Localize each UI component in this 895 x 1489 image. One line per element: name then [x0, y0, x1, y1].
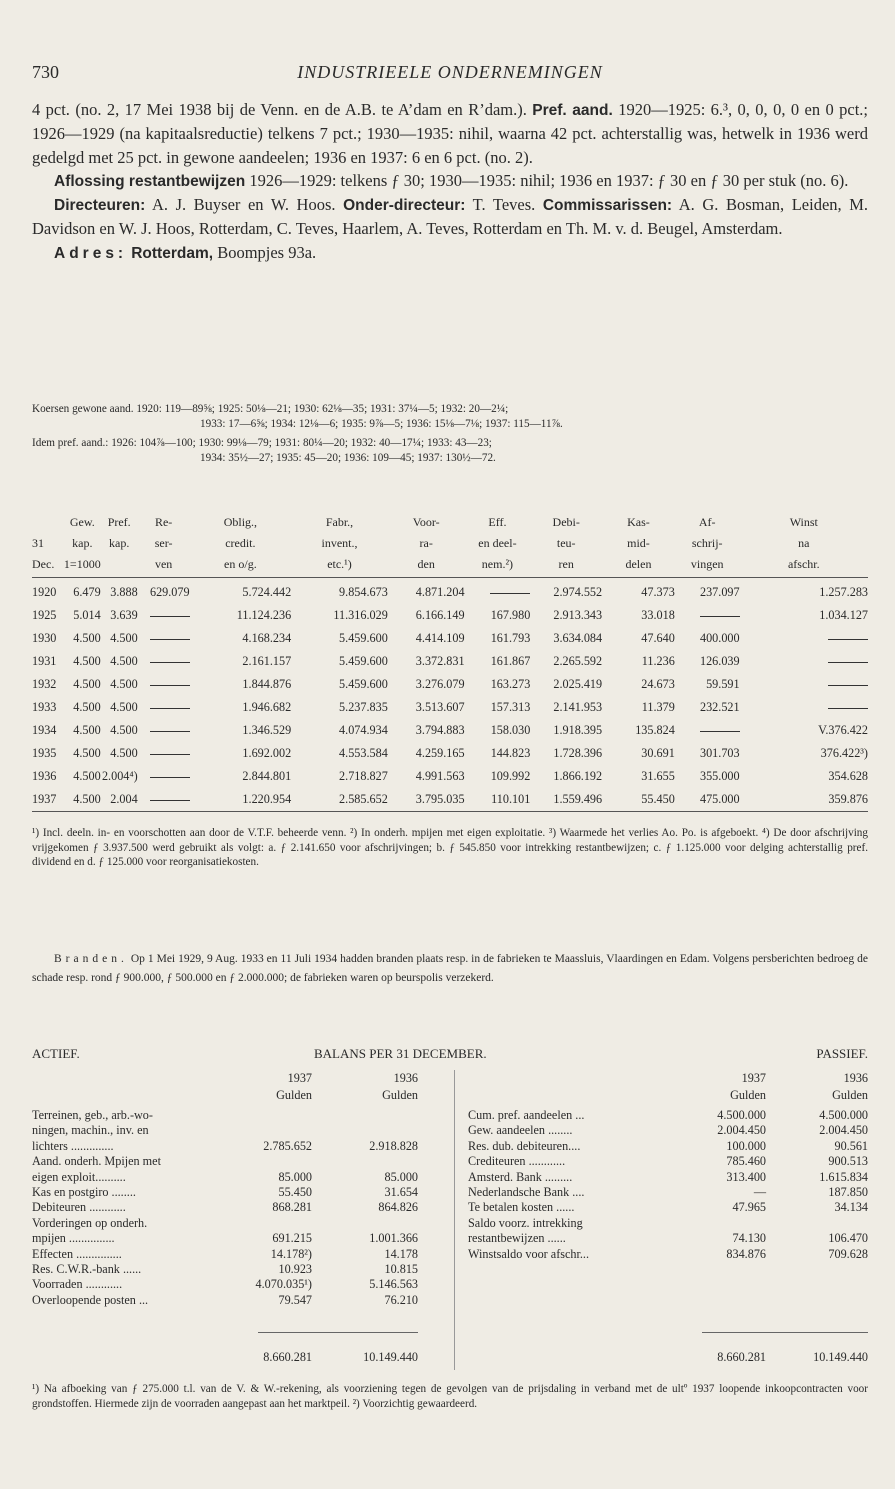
financial-table-header	[32, 512, 868, 578]
table-cell: 355.000	[699, 769, 740, 783]
financial-header-cell: teu-	[556, 536, 576, 550]
table-cell	[138, 742, 190, 765]
balance-item-label: Aand. onderh. Mpijen met	[32, 1154, 161, 1169]
table-cell: 6.166.149	[415, 608, 465, 622]
balance-item-value: 4.500.000	[717, 1108, 766, 1122]
passief-title: PASSIEF.	[816, 1046, 868, 1061]
table-cell: 109.992	[490, 769, 531, 783]
financial-header-cell: Oblig.,	[223, 515, 258, 529]
financial-header-cell: Gew.	[69, 515, 95, 529]
balance-item-label: Kas en postgiro ........	[32, 1185, 136, 1199]
financial-header-cell: mid-	[627, 536, 650, 550]
balance-item-label: Cum. pref. aandeelen ...	[468, 1108, 585, 1122]
row-year: 1937	[32, 788, 64, 812]
table-cell: 161.867	[490, 654, 531, 668]
nil-dash	[828, 708, 868, 709]
table-cell: 4.168.234	[242, 631, 292, 645]
financial-header-cell: Eff.	[488, 515, 507, 529]
financial-header-cell: ren	[530, 554, 602, 578]
table-cell: 4.553.584	[339, 746, 388, 760]
balance-item-label: Nederlandsche Bank ....	[468, 1185, 585, 1199]
table-cell: 31.655	[641, 769, 675, 783]
actief-total-rule	[258, 1332, 418, 1333]
intro-text	[32, 98, 868, 265]
nil-dash	[828, 662, 868, 663]
table-cell: 59.591	[706, 677, 740, 691]
balance-item-value: 2.004.450	[717, 1123, 766, 1138]
financial-header-cell: Re-	[154, 515, 173, 529]
table-cell: 47.373	[641, 585, 675, 599]
table-cell: 475.000	[675, 788, 740, 812]
table-cell: 4.500	[110, 723, 138, 737]
balance-item-value: 2.004.450	[819, 1123, 868, 1138]
table-cell: 629.079	[149, 585, 190, 599]
passief-total-a: 8.660.281	[717, 1350, 766, 1364]
management-paragraph: Directeuren: A. J. Buyser en W. Hoos. Onder-directeur: T. Teves. Commissarissen: A. G. Bosman, Leiden, M. Davidson en W. J. Hoos, Rotterdam, C. Teves, Haarlem, A. Teves, Rotterdam en Th. M. v. d. Beugel, Amsterdam.	[32, 195, 869, 239]
running-title: INDUSTRIEELE ONDERNEMINGEN	[297, 62, 603, 82]
passief-year-b: 1936 Gulden	[832, 1071, 868, 1102]
balance-item-value: 864.826	[378, 1200, 418, 1215]
page-header	[32, 62, 868, 86]
financial-header-cell: vingen	[675, 554, 740, 578]
table-cell: 4.991.563	[415, 769, 465, 783]
table-cell: 135.824	[635, 723, 675, 737]
financial-header-cell: schrij-	[691, 536, 723, 550]
table-row	[32, 604, 868, 627]
row-year: 1920	[32, 585, 57, 599]
table-cell: 2.161.157	[242, 654, 292, 668]
table-cell: 5.459.600	[339, 677, 388, 691]
table-cell: 1.844.876	[242, 677, 292, 691]
table-cell: 3.513.607	[415, 700, 465, 714]
balance-item-value: 187.850	[828, 1185, 868, 1199]
balance-item-value: 85.000	[384, 1169, 418, 1184]
financial-header-cell: Kas-	[627, 515, 650, 529]
row-year: 1930	[32, 631, 57, 645]
financial-header-cell: Pref.	[107, 515, 131, 529]
table-row	[32, 650, 868, 673]
table-cell: 4.259.165	[415, 746, 465, 760]
balance-item-value: 10.815	[384, 1262, 418, 1276]
financial-header-cell: invent.,	[321, 536, 358, 550]
nil-dash	[150, 754, 190, 755]
table-row	[32, 673, 868, 696]
balance-item-value: 1.615.834	[819, 1169, 868, 1184]
table-cell: 2.844.801	[242, 769, 292, 783]
passief-total-b: 10.149.440	[813, 1350, 868, 1364]
table-cell: 4.500	[73, 723, 101, 737]
balance-item-value: 74.130	[732, 1231, 766, 1246]
balance-item-value: 10.923	[278, 1262, 312, 1276]
balance-item-label: Res. C.W.R.-bank ......	[32, 1262, 142, 1276]
actief-total-b: 10.149.440	[363, 1350, 418, 1364]
balance-item-value: 691.215	[272, 1231, 312, 1246]
table-cell: 4.500	[73, 769, 101, 783]
table-row	[32, 788, 868, 812]
balance-title: BALANS PER 31 DECEMBER.	[314, 1046, 487, 1061]
balance-item-label: Saldo voorz. intrekking	[468, 1215, 583, 1230]
table-cell: 2.025.419	[553, 677, 603, 691]
financial-header-row	[32, 512, 868, 533]
nil-dash	[150, 708, 190, 709]
financial-header-row	[32, 533, 868, 554]
balance-item-value: 85.000	[278, 1169, 312, 1184]
financial-header-cell: en deel-	[478, 536, 517, 550]
passief-total-rule	[702, 1332, 868, 1333]
commissarissen-label: Commissarissen:	[542, 197, 673, 215]
table-cell: 2.585.652	[291, 788, 388, 812]
table-cell: 301.703	[699, 746, 740, 760]
passief-year-a: 1937 Gulden	[730, 1071, 766, 1102]
balance-item-label: Terreinen, geb., arb.-wo-	[32, 1108, 153, 1122]
table-cell	[465, 578, 531, 605]
financial-header-row	[32, 554, 868, 578]
table-cell: 110.101	[465, 788, 531, 812]
nil-dash	[490, 593, 530, 594]
balance-item-value: 31.654	[384, 1185, 418, 1199]
table-cell: 4.500	[64, 788, 101, 812]
table-row	[32, 696, 868, 719]
koersen-block	[32, 402, 872, 470]
balance-item-label: Voorraden ............	[32, 1277, 123, 1292]
row-year: 1936	[32, 769, 57, 783]
financial-header-cell: delen	[602, 554, 675, 578]
table-cell: 5.459.600	[339, 631, 388, 645]
adres-city: Rotterdam,	[131, 244, 214, 262]
table-cell: 4.414.109	[415, 631, 465, 645]
financial-header-cell: en o/g.	[190, 554, 292, 578]
balance-item-label: Te betalen kosten ......	[468, 1200, 575, 1215]
table-cell: 400.000	[699, 631, 740, 645]
table-cell: 11.379	[641, 700, 675, 714]
address-paragraph: Adres: Rotterdam, Boompjes 93a.	[54, 242, 317, 262]
table-cell: 3.888	[110, 585, 138, 599]
balance-item-label: lichters ..............	[32, 1138, 114, 1153]
balance-item-value: 106.470	[828, 1231, 868, 1246]
financial-header-cell: Debi-	[552, 515, 580, 529]
row-year: 1935	[32, 746, 57, 760]
dividend-paragraph: 4 pct. (no. 2, 17 Mei 1938 bij de Venn. en de A.B. te A’dam en R’dam.). Pref. aand. 1920—1925: 6.³, 0, 0, 0, 0 en 0 pct.; 1926—1929 (na kapitaalsreductie) telkens 7 pct.; 1930—1935: nihil, waarna 42 pct. achterstallig was, hetwelk in 1936 werd gedelgd met 25 pct. in gewone aandeelen; 1936 en 1937: 6 en 6 pct. (no. 2).	[32, 100, 868, 167]
table-cell: 4.500	[73, 700, 101, 714]
table-cell: 4.500	[73, 631, 101, 645]
balance-item-label: Crediteuren ............	[468, 1154, 566, 1169]
financial-header-cell: Winst	[789, 515, 818, 529]
table-cell: 24.673	[641, 677, 675, 691]
actief-year-b: 1936 Gulden	[382, 1071, 418, 1102]
table-cell: 3.794.883	[415, 723, 465, 737]
table-cell	[138, 696, 190, 719]
table-cell: 126.039	[699, 654, 740, 668]
financial-header-cell	[32, 512, 64, 533]
table-cell	[740, 627, 868, 650]
row-year: 1931	[32, 654, 57, 668]
financial-header-cell: den	[388, 554, 465, 578]
balance-header	[32, 1046, 868, 1064]
table-cell: 376.422³)	[820, 746, 868, 760]
table-cell: 2.004	[101, 788, 138, 812]
table-cell: 2.913.343	[553, 608, 603, 622]
balance-item-label: Overloopende posten ...	[32, 1292, 149, 1307]
table-cell	[740, 650, 868, 673]
nil-dash	[150, 731, 190, 732]
balance-item-value: 4.070.035¹)	[255, 1277, 312, 1292]
balance-item-value: 4.500.000	[819, 1108, 868, 1122]
financial-header-cell: etc.¹)	[291, 554, 388, 578]
table-cell: 1.918.395	[553, 723, 603, 737]
nil-dash	[150, 639, 190, 640]
table-cell: 1.728.396	[553, 746, 603, 760]
page-number: 730	[32, 62, 59, 82]
table-cell: 4.500	[73, 654, 101, 668]
financial-header-cell: ra-	[419, 536, 433, 550]
balance-item-label: Gew. aandeelen ........	[468, 1123, 573, 1138]
table-cell: 4.500	[73, 746, 101, 760]
balance-item-value: 79.547	[278, 1292, 312, 1307]
table-cell: 4.500	[110, 631, 138, 645]
table-cell	[138, 627, 190, 650]
actief-total-a: 8.660.281	[263, 1350, 312, 1364]
nil-dash	[150, 685, 190, 686]
nil-dash	[828, 639, 868, 640]
table-cell: 1.559.496	[530, 788, 602, 812]
actief-title: ACTIEF.	[32, 1046, 80, 1061]
table-cell: 1.692.002	[242, 746, 292, 760]
balance-item-value: 5.146.563	[369, 1277, 418, 1292]
balance-item-label: restantbewijzen ......	[468, 1231, 566, 1246]
table-cell: 158.030	[490, 723, 531, 737]
table-cell: 3.639	[110, 608, 138, 622]
balance-item-value: 868.281	[272, 1200, 312, 1215]
table-cell: 1.220.954	[190, 788, 292, 812]
table-cell: 4.074.934	[339, 723, 388, 737]
table-cell: 33.018	[641, 608, 675, 622]
onder-directeur-label: Onder-directeur:	[343, 197, 466, 215]
table-cell	[740, 673, 868, 696]
table-cell: 161.793	[490, 631, 531, 645]
table-cell	[138, 765, 190, 788]
table-cell: V.376.422	[818, 723, 868, 737]
table-cell: 1.946.682	[242, 700, 292, 714]
table-cell: 4.500	[110, 746, 138, 760]
financial-header-cell: Af-	[698, 515, 716, 529]
table-cell: 167.980	[490, 608, 531, 622]
table-cell: 30.691	[641, 746, 675, 760]
table-cell: 232.521	[699, 700, 740, 714]
nil-dash	[700, 731, 740, 732]
financial-header-cell: Fabr.,	[325, 515, 354, 529]
balance-item-value: 100.000	[726, 1138, 766, 1153]
balance-item-value: —	[753, 1185, 766, 1199]
financial-header-cell: 31	[32, 536, 44, 550]
table-cell: 144.823	[490, 746, 531, 760]
nil-dash	[150, 616, 190, 617]
table-cell: 5.014	[73, 608, 101, 622]
table-row	[32, 719, 868, 742]
balance-item-value: 785.460	[726, 1154, 766, 1169]
financial-header-cell: nem.²)	[465, 554, 531, 578]
financial-header-cell: 1=1000	[64, 554, 101, 578]
koersen-pref: Idem pref. aand.: 1926: 104⅞—100; 1930: 99⅛—79; 1931: 80¼—20; 1932: 40—17¼; 1933: 43—23; 1934: 35½—27; 1935: 45—20; 1936: 109—45; 1937: 130½—72.	[32, 437, 496, 464]
balance-item-value: 47.965	[732, 1200, 766, 1215]
table-cell: 354.628	[828, 769, 868, 783]
table-row	[32, 578, 868, 605]
branden-label: Branden.	[54, 953, 128, 965]
table-cell: 4.500	[110, 700, 138, 714]
table-cell: 1.257.283	[819, 585, 868, 599]
balance-item-label: eigen exploit..........	[32, 1169, 126, 1184]
balance-divider	[454, 1070, 455, 1370]
table-cell: 2.004⁴)	[101, 769, 138, 783]
financial-header-cell: ven	[138, 554, 190, 578]
table-cell: 1.034.127	[819, 608, 868, 622]
table-cell: 3.276.079	[415, 677, 465, 691]
table-cell: 11.236	[641, 654, 675, 668]
balance-item-label: Debiteuren ............	[32, 1200, 126, 1215]
table-cell: 3.372.831	[415, 654, 465, 668]
row-year: 1934	[32, 723, 57, 737]
table-cell: 5.459.600	[339, 654, 388, 668]
balance-sheet	[32, 1046, 868, 1376]
balance-item-value: 1.001.366	[369, 1231, 418, 1246]
balance-item-label: Vorderingen op onderh.	[32, 1215, 148, 1230]
branden-paragraph: Branden. Op 1 Mei 1929, 9 Aug. 1933 en 11 Juli 1934 hadden branden plaats resp. in de fabrieken te Maassluis, Vlaardingen en Edam. Volgens persberichten bedroeg de schade resp. rond ƒ 900.000, ƒ 500.000 en ƒ 2.000.000; de fabrieken waren op beurspolis verzekerd.	[32, 953, 868, 984]
balance-item-value: 709.628	[828, 1246, 868, 1261]
table-cell: 9.854.673	[339, 585, 388, 599]
balance-item-value: 55.450	[278, 1185, 312, 1199]
aflossing-label: Aflossing restantbewijzen	[54, 172, 246, 190]
table-cell: 2.141.953	[553, 700, 603, 714]
financial-header-cell: Voor-	[412, 515, 440, 529]
financial-header-cell: credit.	[225, 536, 256, 550]
balance-item-value: 14.178	[384, 1246, 418, 1261]
table-cell: 2.718.827	[339, 769, 388, 783]
table-cell	[740, 696, 868, 719]
table-row	[32, 765, 868, 788]
table-cell	[138, 604, 190, 627]
table-cell: 3.795.035	[388, 788, 465, 812]
table-cell	[675, 604, 740, 627]
nil-dash	[150, 777, 190, 778]
nil-dash	[150, 662, 190, 663]
nil-dash	[828, 685, 868, 686]
table-cell: 11.124.236	[236, 608, 292, 622]
table-row	[32, 627, 868, 650]
row-year: 1925	[32, 608, 57, 622]
table-cell	[138, 719, 190, 742]
aflossing-paragraph: Aflossing restantbewijzen 1926—1929: telkens ƒ 30; 1930—1935: nihil; 1936 en 1937: ƒ 30 en ƒ 30 per stuk (no. 6).	[54, 170, 849, 190]
balance-item-value: 834.876	[726, 1246, 766, 1261]
table-cell: 157.313	[490, 700, 531, 714]
financial-header-cell: ser-	[154, 536, 173, 550]
row-year: 1932	[32, 677, 57, 691]
table-cell: 55.450	[602, 788, 675, 812]
table-cell: 4.500	[73, 677, 101, 691]
financial-header-cell: kap.	[109, 536, 130, 550]
table-cell	[138, 788, 190, 812]
table-cell: 47.640	[641, 631, 675, 645]
table-cell: 2.265.592	[553, 654, 603, 668]
actief-year-a: 1937 Gulden	[276, 1071, 312, 1102]
balance-item-value: 90.561	[834, 1138, 868, 1153]
financial-header-cell	[101, 554, 138, 578]
nil-dash	[150, 800, 190, 801]
table-cell: 5.237.835	[339, 700, 388, 714]
table-cell: 11.316.029	[333, 608, 388, 622]
table-cell: 2.974.552	[553, 585, 603, 599]
balance-item-label: ningen, machin., inv. en	[32, 1123, 149, 1138]
row-year: 1933	[32, 700, 57, 714]
balance-item-label: Winstsaldo voor afschr...	[468, 1246, 590, 1261]
table-cell	[138, 673, 190, 696]
balance-item-value: 900.513	[828, 1154, 868, 1169]
financial-table	[32, 512, 868, 812]
table-cell: 4.871.204	[415, 585, 465, 599]
balance-footnotes: ¹) Na afboeking van ƒ 275.000 t.l. van de V. & W.-rekening, als voorziening tegen de gevolgen van de prijsdaling in verband met de ultº 1937 loopende inkoopcontracten voor grondstoffen. Hiermede zijn de voorraden aangepast aan het marktpeil. ²) Voorzichtig gewaardeerd.	[32, 1383, 868, 1410]
table-cell: 359.876	[740, 788, 868, 812]
financial-header-cell: kap.	[72, 536, 93, 550]
balance-item-value: 14.178²)	[270, 1246, 312, 1261]
nil-dash	[700, 616, 740, 617]
balance-item-value: 76.210	[384, 1292, 418, 1307]
balance-item-value: 313.400	[726, 1169, 766, 1184]
financial-header-cell: afschr.	[740, 554, 868, 578]
balance-item-value: 2.918.828	[369, 1138, 418, 1153]
directeuren-label: Directeuren:	[54, 197, 146, 215]
balance-item-value: 2.785.652	[263, 1138, 312, 1153]
balance-item-label: mpijen ...............	[32, 1231, 115, 1246]
table-row	[32, 742, 868, 765]
table-cell	[138, 650, 190, 673]
table-footnotes: ¹) Incl. deeln. in- en voorschotten aan door de V.T.F. beheerde venn. ²) In onderh. mpijen met eigen exploitatie. ³) Waarmede het verlies Ao. Po. is afgeboekt. ⁴) De door afschrijving vrijgekomen ƒ 3.937.500 werd gebruikt als volgt: a. ƒ 2.141.650 voor afschrijvingen; b. ƒ 545.850 voor intrekking restantbewijzen; c. ƒ 1.125.000 voor delging achterstallig pref. dividend en d. ƒ 125.000 voor reorganisatiekosten.	[32, 827, 868, 869]
balance-item-label: Effecten ...............	[32, 1246, 122, 1261]
adres-label: Adres:	[54, 244, 128, 262]
financial-header-cell: Dec.	[32, 554, 64, 578]
financial-table-body	[32, 578, 868, 812]
table-cell: 3.634.084	[553, 631, 603, 645]
koersen-gewone: Koersen gewone aand. 1920: 119—89⅝; 1925: 50⅛—21; 1930: 62⅛—35; 1931: 37¼—5; 1932: 20—2¼; 1933: 17—6⅝; 1934: 12⅛—6; 1935: 9⅞—5; 1936: 15⅛—7⅛; 1937: 115—11⅞.	[32, 403, 563, 430]
table-cell: 5.724.442	[242, 585, 292, 599]
balance-item-label: Res. dub. debiteuren....	[468, 1138, 581, 1153]
table-cell: 163.273	[490, 677, 531, 691]
table-cell: 4.500	[110, 654, 138, 668]
table-cell: 1.866.192	[553, 769, 603, 783]
pref-aand-label: Pref. aand.	[532, 102, 613, 119]
balance-item-value: 34.134	[834, 1200, 868, 1215]
table-cell	[675, 719, 740, 742]
table-cell: 4.500	[110, 677, 138, 691]
table-cell: 237.097	[699, 585, 740, 599]
table-cell: 6.479	[73, 585, 101, 599]
table-cell: 1.346.529	[242, 723, 292, 737]
balance-item-label: Amsterd. Bank .........	[468, 1169, 573, 1184]
financial-header-cell: na	[798, 536, 810, 550]
